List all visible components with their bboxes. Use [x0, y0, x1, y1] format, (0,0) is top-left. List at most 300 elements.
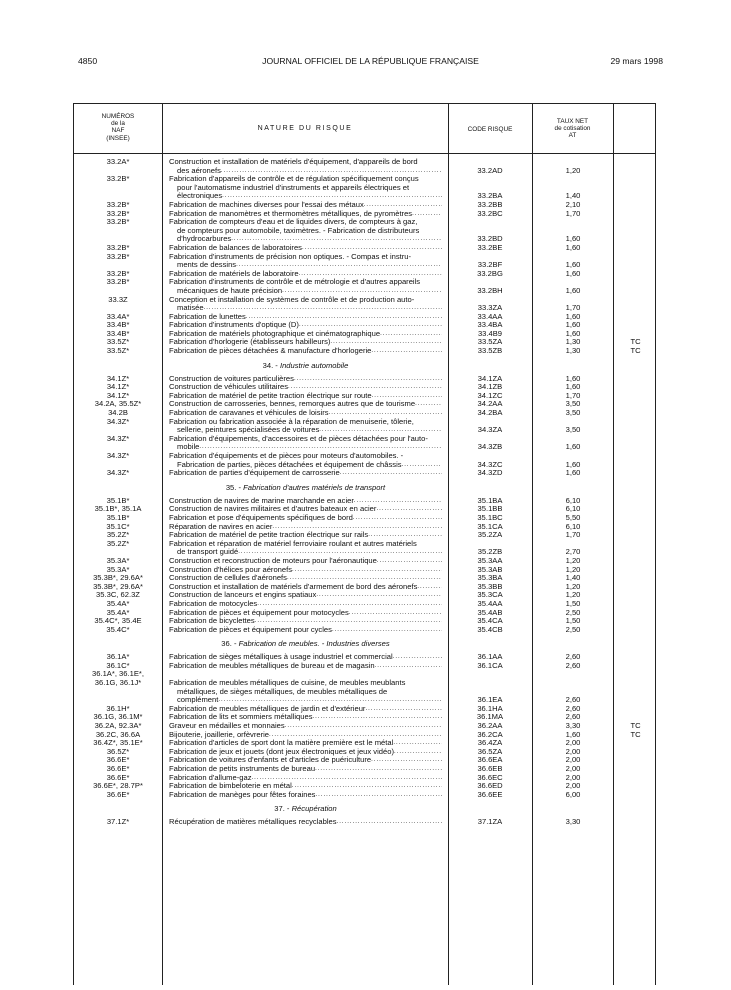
rate-value: 5,50	[565, 512, 581, 522]
risk-code: 36.1AA	[477, 652, 503, 662]
description-text: Fabrication de machines diverses pour l'essai des métaux	[169, 199, 364, 209]
risk-code: 35.3AA	[477, 555, 503, 565]
naf-code: 35.3A*	[106, 555, 130, 565]
rate-value: 2,60	[565, 695, 581, 705]
risk-code: 36.1HA	[477, 703, 503, 713]
risk-code: 36.6EA	[477, 755, 503, 765]
leader-dots	[353, 514, 442, 523]
description-text: Construction et installation de matériels d'équipement, d'appareils de bord	[169, 157, 418, 166]
description-text: Fabrication de matériels de laboratoire	[169, 268, 299, 278]
rate-value: 2,50	[565, 624, 581, 634]
risk-code: 36.6ED	[477, 781, 503, 791]
description-text: de compteurs pour automobile, taximètres. - Fabrication de distributeurs	[177, 225, 420, 235]
description-text: pour l'automatisme industriel d'instruments et appareils électriques et	[177, 182, 410, 192]
rate-value: 2,70	[565, 547, 581, 557]
risk-code: 33.4AA	[477, 311, 503, 321]
risk-code: 33.2BE	[477, 242, 503, 252]
naf-code: 33.2B*	[106, 268, 130, 278]
risk-code: 35.3BB	[477, 581, 503, 591]
description-text: Fabrication de jeux et jouets (dont jeux électroniques et jeux vidéo)	[169, 746, 394, 756]
naf-code	[74, 670, 162, 687]
description-text: métalliques, de sièges métalliques, de meubles métalliques de	[177, 686, 388, 696]
naf-code: 36.6E*, 28.7P*	[93, 781, 143, 791]
risk-description	[169, 278, 442, 295]
rate-value: 2,60	[565, 652, 581, 662]
naf-code: 37.1Z*	[106, 817, 130, 827]
rate-value: 1,30	[565, 346, 581, 356]
rate-value: 2,60	[565, 660, 581, 670]
naf-code: 35.3A*	[106, 564, 130, 574]
naf-code: 33.2B*	[106, 199, 130, 209]
risk-code: 33.3ZA	[477, 303, 503, 313]
description-text: Fabrication et réparation de matériel ferroviaire roulant et autres matériels	[169, 538, 417, 548]
risk-description	[169, 435, 442, 452]
risk-code: 33.4B9	[477, 328, 503, 338]
rate-value: 1,60	[565, 459, 581, 469]
risk-description	[169, 469, 442, 478]
rate-value: 1,60	[565, 328, 581, 338]
naf-code: 35.3C, 62.3Z	[96, 590, 140, 600]
naf-code: 34.2B	[108, 408, 128, 418]
table-row	[74, 818, 657, 827]
rate-value: 2,00	[565, 772, 581, 782]
leader-dots	[315, 765, 442, 774]
table-row	[74, 278, 657, 295]
rate-value: 1,60	[565, 468, 581, 478]
rate-value: 1,60	[565, 729, 581, 739]
naf-code: 36.2C, 36.6A	[95, 729, 141, 739]
naf-code: 35.3B*, 29.6A*	[93, 581, 143, 591]
naf-code: 35.2Z*	[106, 530, 130, 540]
description-text: Fabrication de bicyclettes	[169, 616, 255, 626]
description-text: Fabrication d'instruments de précision non optiques. - Compas et instru-	[169, 251, 412, 261]
risk-description	[169, 253, 442, 270]
page-number: 4850	[78, 56, 98, 66]
risk-code: 34.3ZC	[477, 459, 503, 469]
description-text: Fabrication d'instruments de contrôle et de métrologie et d'autres appareils	[169, 277, 421, 287]
description-text: Fabrication de meubles métalliques de bureau et de magasin	[169, 660, 375, 670]
rate-value: 2,00	[565, 781, 581, 791]
risk-description	[169, 818, 442, 827]
rate-value: 1,40	[565, 573, 581, 583]
rate-value: 3,50	[565, 408, 581, 418]
section-heading	[169, 356, 442, 375]
risk-code: 35.4AB	[477, 607, 503, 617]
header-divider	[74, 153, 655, 154]
risk-code: 34.3ZA	[477, 425, 503, 435]
issue-date: 29 mars 1998	[610, 56, 663, 66]
rate-value: 3,30	[565, 721, 581, 731]
risk-description	[169, 452, 442, 469]
leader-dots	[316, 591, 442, 600]
description-text: Fabrication ou fabrication associée à la réparation de menuiserie, tôlerie,	[169, 416, 414, 426]
description-text: Construction de navires militaires et d'autres bateaux en acier	[169, 504, 377, 514]
risk-description	[169, 347, 442, 356]
rate-value: 1,20	[565, 581, 581, 591]
leader-dots	[376, 505, 442, 514]
section-number: 35. -	[225, 482, 244, 492]
naf-code: 34.3Z*	[106, 433, 130, 443]
risk-code: 34.3ZB	[477, 442, 503, 452]
naf-code: 34.3Z*	[106, 416, 130, 426]
description-text: ments de dessins	[177, 260, 237, 270]
naf-code: 36.4Z*, 35.1E*	[93, 738, 143, 748]
risk-code: 35.4CA	[477, 616, 503, 626]
rate-value: 1,60	[565, 442, 581, 452]
description-text: Fabrication d'horlogerie (établisseurs habilleurs)	[169, 337, 331, 347]
description-line	[169, 626, 442, 635]
description-text: Construction de lanceurs et engins spatiaux	[169, 590, 317, 600]
risk-description	[169, 296, 442, 313]
description-text: Construction et installation de matériels d'armement de bord des aéronefs	[169, 581, 418, 591]
risk-code: 36.2CA	[477, 729, 503, 739]
description-text: Fabrication de parties d'équipement de carrosserie	[169, 468, 340, 478]
description-text: Fabrication de matériel de petite traction électrique sur route	[169, 390, 372, 400]
description-text: Fabrication d'équipements et de pièces pour moteurs d'automobiles. -	[169, 451, 404, 460]
section-title: Industrie automobile	[279, 360, 349, 370]
naf-code: 36.1C*	[106, 660, 130, 670]
naf-code: 35.4A*	[106, 607, 130, 617]
rate-value: 3,50	[565, 425, 581, 435]
naf-code: 33.5Z*	[106, 337, 130, 347]
naf-code: 33.3Z	[108, 294, 128, 304]
description-text: Fabrication de lunettes	[169, 311, 246, 321]
rate-value: 1,60	[565, 320, 581, 330]
table-row	[74, 435, 657, 452]
rate-value: 2,00	[565, 764, 581, 773]
rate-value: 1,60	[565, 234, 581, 244]
rate-value: 3,50	[565, 399, 581, 409]
description-text: complément	[177, 695, 219, 705]
rate-value: 1,20	[565, 165, 581, 175]
description-text: Fabrication d'articles de sport dont la matière première est le métal	[169, 738, 394, 748]
table-body	[74, 158, 657, 827]
description-text: Fabrication de bimbeloterie en métal	[169, 781, 292, 791]
rate-value: 6,00	[565, 789, 581, 799]
rate-value: 1,50	[565, 616, 581, 626]
naf-code: 36.6E*	[106, 764, 130, 773]
naf-code: 36.1A*	[106, 652, 130, 662]
description-text: Construction et reconstruction de moteurs pour l'aéronautique	[169, 555, 377, 565]
risk-description	[169, 791, 442, 800]
description-line	[169, 791, 442, 800]
description-text: Fabrication de voitures d'enfants et d'articles de puériculture	[169, 755, 372, 765]
leader-dots	[340, 469, 442, 478]
naf-code: 36.5Z*	[106, 746, 130, 756]
description-text: matisée	[177, 303, 204, 313]
section-heading	[169, 478, 442, 497]
naf-code: 36.6E*	[106, 789, 130, 799]
risk-code: 33.2BG	[477, 268, 503, 278]
rate-value: 2,00	[565, 738, 581, 748]
naf-code: 36.1G, 36.1M*	[93, 712, 143, 722]
description-text: Fabrication d'appareils de contrôle et de régulation spécifiquement conçus	[169, 174, 419, 184]
leader-dots	[294, 375, 442, 384]
table-row	[74, 175, 657, 201]
naf-code: 34.1Z*	[106, 390, 130, 400]
risk-code: 34.1ZB	[477, 382, 503, 392]
rate-value: 1,50	[565, 598, 581, 608]
rate-note: TC	[630, 729, 641, 739]
section-title: Récupération	[291, 804, 337, 814]
leader-dots	[417, 583, 442, 592]
rate-note: TC	[630, 337, 641, 347]
risk-code: 33.2AD	[477, 165, 503, 175]
description-text: Construction de navires de marine marchande en acier	[169, 495, 354, 505]
rate-value: 1,70	[565, 208, 581, 218]
description-text: Fabrication de sièges métalliques à usage industriel et commercial	[169, 652, 393, 662]
section-number: 36. -	[221, 639, 239, 649]
description-line	[169, 662, 442, 671]
naf-code: 35.4C*, 35.4E	[94, 616, 142, 626]
risk-code: 34.1ZC	[477, 390, 503, 400]
table-row	[74, 791, 657, 800]
risk-code: 36.6EC	[477, 772, 503, 782]
risk-code: 37.1ZA	[477, 817, 503, 827]
section-heading	[169, 634, 442, 653]
risk-code: 33.2BC	[477, 208, 503, 218]
naf-code: 33.2B*	[106, 208, 130, 218]
risk-description	[169, 218, 442, 244]
leader-dots	[292, 566, 442, 575]
naf-code-line: 36.1A*, 36.1E*,	[92, 669, 144, 679]
risk-code: 33.5ZA	[477, 337, 503, 347]
risk-code: 35.1BC	[477, 512, 503, 522]
naf-code: 36.6E*	[106, 772, 130, 782]
naf-code: 33.4A*	[106, 311, 130, 321]
description-text: Construction de carrosseries, bennes, remorques autres que de tourisme	[169, 399, 416, 409]
table-row	[74, 347, 657, 356]
risk-code: 36.6EE	[477, 789, 503, 799]
risk-code: 35.4CB	[477, 624, 503, 634]
rate-note: TC	[630, 346, 641, 356]
description-text: mobile	[177, 442, 200, 452]
description-text: Fabrication d'équipements, d'accessoires et de pièces détachées pour l'auto-	[169, 433, 428, 443]
risk-code: 33.2BF	[477, 260, 503, 270]
naf-code: 35.3B*, 29.6A*	[93, 573, 143, 583]
risk-code: 36.1EA	[477, 695, 503, 705]
description-text: d'hydrocarbures	[177, 234, 232, 244]
risk-code: 35.1BA	[477, 495, 503, 505]
naf-code: 36.2A, 92.3A*	[94, 721, 142, 731]
risk-code: 36.1MA	[476, 712, 504, 722]
section-number: 34. -	[262, 360, 280, 370]
journal-title: JOURNAL OFFICIEL DE LA RÉPUBLIQUE FRANÇAISE	[262, 56, 479, 66]
rate-value: 1,20	[565, 555, 581, 565]
risk-code: 36.4ZA	[477, 738, 503, 748]
description-text: électroniques	[177, 191, 223, 201]
description-text: Récupération de matières métalliques recyclables	[169, 817, 337, 827]
rate-value: 2,00	[565, 746, 581, 756]
leader-dots	[315, 791, 442, 800]
risk-code: 34.3ZD	[477, 468, 503, 478]
col-header-taux-line: TAUX NET	[556, 118, 589, 125]
naf-code: 33.2B*	[106, 174, 130, 184]
leader-dots	[285, 722, 442, 731]
table-row	[74, 626, 657, 635]
description-line	[169, 347, 442, 356]
risk-code: 34.1ZA	[477, 373, 503, 383]
naf-code: 34.3Z*	[106, 451, 130, 460]
leader-dots	[349, 609, 442, 618]
naf-code: 35.4C*	[106, 624, 130, 634]
risk-code: 36.5ZA	[477, 746, 503, 756]
risk-description	[169, 175, 442, 201]
risk-code: 36.2AA	[477, 721, 503, 731]
naf-code: 33.5Z*	[106, 346, 130, 356]
rate-value: 2,10	[565, 199, 581, 209]
col-header-nature: NATURE DU RISQUE	[257, 125, 353, 132]
table-row	[74, 218, 657, 244]
naf-code: 34.1Z*	[106, 382, 130, 392]
description-line	[169, 469, 442, 478]
risk-code: 33.5ZB	[477, 346, 503, 356]
rate-value: 2,00	[565, 755, 581, 765]
description-text: Construction de cellules d'aéronefs	[169, 573, 287, 583]
rate-value: 1,60	[565, 268, 581, 278]
description-line	[169, 435, 442, 444]
rate-value: 1,60	[565, 285, 581, 295]
description-text: Fabrication d'instruments d'optique (D)	[169, 320, 299, 330]
description-text: de transport guidé	[177, 547, 239, 557]
description-text: des aéronefs	[177, 165, 221, 175]
table-row	[74, 253, 657, 270]
description-text: Fabrication de manèges pour fêtes foraines	[169, 789, 316, 799]
risk-description	[169, 662, 442, 671]
leader-dots	[371, 347, 442, 356]
table-row	[74, 662, 657, 671]
rate-value: 1,60	[565, 242, 581, 252]
table-row	[74, 469, 657, 478]
risk-description	[169, 540, 442, 557]
col-header-naf	[74, 113, 162, 142]
risk-code: 34.2AA	[477, 399, 503, 409]
naf-code: 33.2A*	[106, 157, 130, 166]
leader-dots	[337, 818, 442, 827]
rate-value: 2,50	[565, 607, 581, 617]
naf-code: 36.1H*	[106, 703, 130, 713]
risk-code: 35.3CA	[477, 590, 503, 600]
risk-code: 35.2ZA	[477, 530, 503, 540]
risk-description	[169, 626, 442, 635]
description-text: Fabrication de caravanes et véhicules de loisirs	[169, 408, 329, 418]
rate-value: 2,60	[565, 712, 581, 722]
description-text: Fabrication de pièces et équipement pour motocycles	[169, 607, 349, 617]
section-title: Fabrication de meubles. - Industries diverses	[238, 639, 390, 649]
risk-code: 33.2BD	[477, 234, 503, 244]
leader-dots	[393, 653, 442, 662]
description-text: Fabrication de petits instruments de bureau	[169, 764, 316, 773]
risk-code: 35.4AA	[477, 598, 503, 608]
page-header	[78, 56, 663, 68]
description-text: Fabrication de lits et sommiers métalliques	[169, 712, 313, 722]
risk-code: 35.1CA	[477, 521, 503, 531]
naf-code: 35.1C*	[106, 521, 130, 531]
risk-code: 34.2BA	[477, 408, 503, 418]
rate-value: 6,10	[565, 521, 581, 531]
col-header-naf-line: de la	[111, 120, 125, 128]
rate-value: 1,20	[565, 590, 581, 600]
naf-code: 35.1B*, 35.1A	[94, 504, 142, 514]
description-text: Fabrication de pièces et équipement pour cycles	[169, 624, 332, 634]
risk-description	[169, 418, 442, 435]
rate-value: 1,20	[565, 564, 581, 574]
naf-code: 34.1Z*	[106, 373, 130, 383]
description-line	[169, 296, 442, 305]
section-number: 37. -	[274, 804, 292, 814]
table-row	[74, 296, 657, 313]
description-text: Fabrication de parties, pièces détachées et équipement de châssis	[177, 459, 402, 469]
naf-code: 35.2Z*	[106, 538, 130, 548]
section-title: Fabrication d'autres matériels de transport	[243, 482, 386, 492]
rate-value: 3,30	[565, 817, 581, 827]
description-text: Fabrication et pose d'équipements spécifiques de bord	[169, 512, 353, 522]
description-line	[169, 818, 442, 827]
rate-value: 1,60	[565, 311, 581, 321]
description-text: mécaniques de haute précision	[177, 285, 283, 295]
leader-dots	[371, 756, 442, 765]
description-text: Conception et installation de systèmes de contrôle et de production auto-	[169, 294, 415, 304]
description-text: Construction d'hélices pour aéronefs	[169, 564, 293, 574]
description-text: Fabrication de matériels photographique et cinématographique	[169, 328, 381, 338]
risk-description	[169, 158, 442, 175]
table-row	[74, 670, 657, 704]
risk-code: 35.2ZB	[477, 547, 503, 557]
section-heading	[169, 799, 442, 818]
description-text: Graveur en médailles et monnaies	[169, 721, 285, 731]
leader-dots	[380, 330, 442, 339]
rate-value: 2,60	[565, 703, 581, 713]
leader-dots	[375, 662, 442, 671]
risk-code: 33.2BA	[477, 191, 503, 201]
col-header-naf-line: NUMÉROS	[101, 113, 135, 120]
col-header-naf-line: (INSEE)	[106, 134, 130, 142]
table-row	[74, 452, 657, 469]
risk-code: 35.3AB	[477, 564, 503, 574]
description-text: Fabrication d'allume-gaz	[169, 772, 252, 782]
rate-value: 6,10	[565, 504, 581, 514]
risk-code: 36.1CA	[477, 660, 503, 670]
leader-dots	[377, 557, 442, 566]
description-text: Réparation de navires en acier	[169, 521, 273, 531]
description-text: Fabrication de pièces détachées & manufacture d'horlogerie	[169, 346, 372, 356]
naf-code: 36.6E*	[106, 755, 130, 765]
rate-value: 6,10	[565, 495, 581, 505]
naf-code: 33.2B*	[106, 242, 130, 252]
description-text: Bijouterie, joaillerie, orfèvrerie	[169, 729, 270, 739]
risk-code: 36.6EB	[477, 764, 503, 773]
risk-code: 35.1BB	[477, 504, 503, 514]
col-header-naf-line: NAF	[111, 127, 125, 135]
naf-code: 33.4B*	[106, 320, 130, 330]
col-header-taux-line: AT	[568, 132, 577, 140]
naf-code: 34.2A, 35.5Z*	[94, 399, 142, 409]
rate-value: 1,70	[565, 530, 581, 540]
naf-code-line: 36.1G, 36.1J*	[94, 678, 142, 688]
col-header-code: CODE RISQUE	[467, 126, 513, 133]
leader-dots	[393, 739, 442, 748]
naf-code: 35.1B*	[106, 495, 130, 505]
leader-dots	[332, 626, 442, 635]
naf-code: 34.3Z*	[106, 468, 130, 478]
description-text: Fabrication de matériel de petite traction électrique sur rails	[169, 530, 369, 540]
naf-code: 33.2B*	[106, 217, 130, 227]
description-text: Fabrication de meubles métalliques de jardin et d'extérieur	[169, 703, 366, 713]
risk-code: 33.4BA	[477, 320, 503, 330]
table-row	[74, 418, 657, 435]
rate-value: 1,60	[565, 382, 581, 392]
description-text: Construction de voitures particulières	[169, 373, 294, 383]
